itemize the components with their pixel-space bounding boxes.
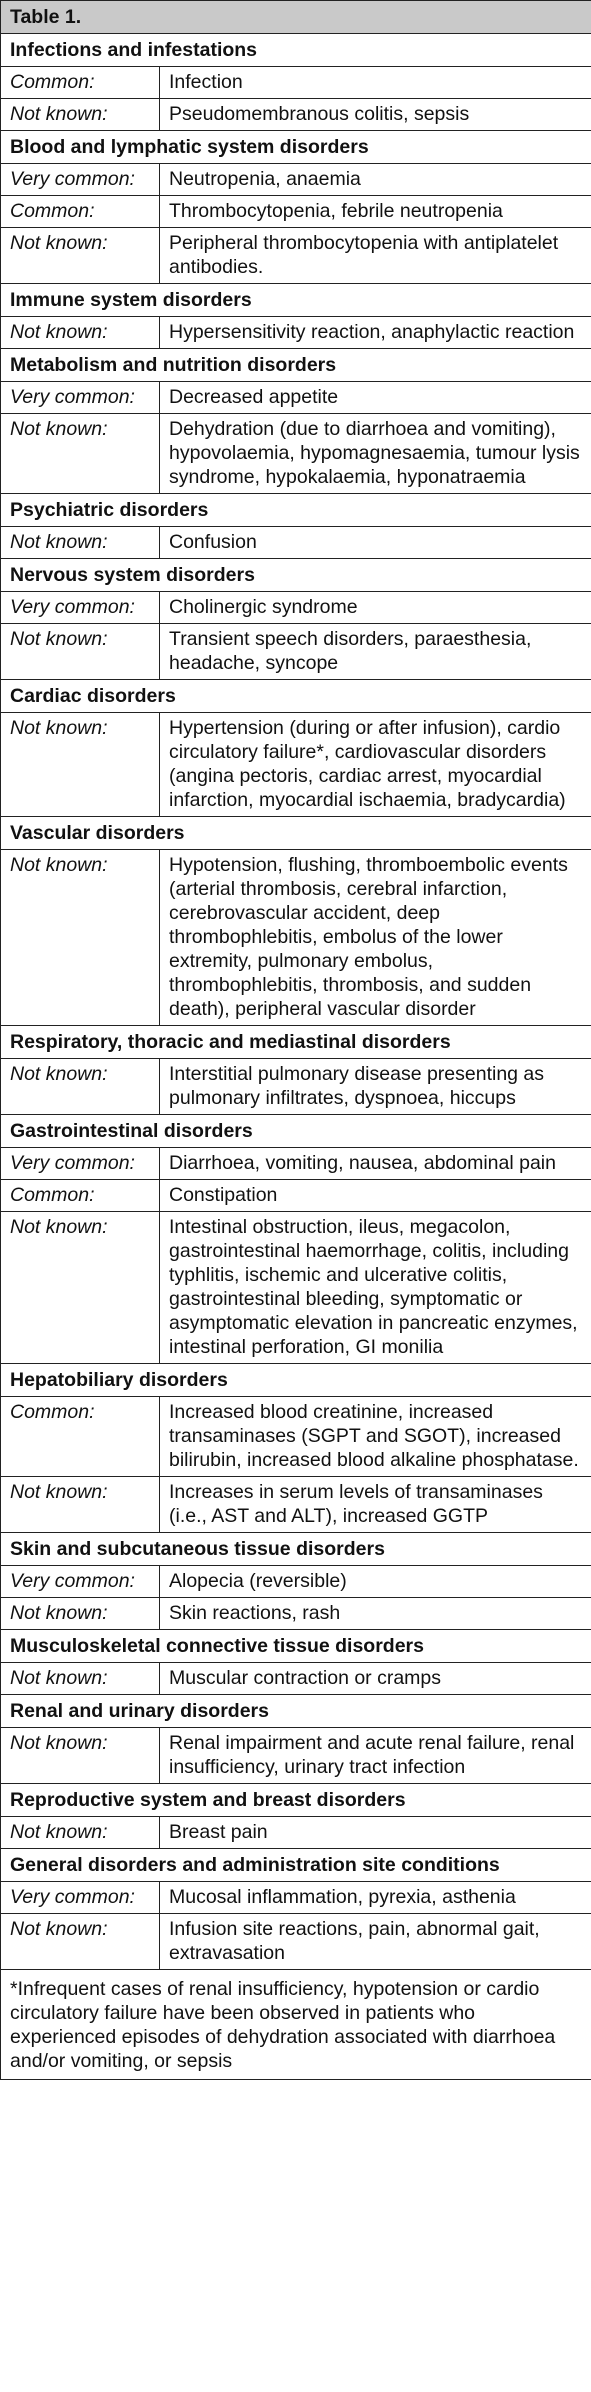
- table-row: [1, 1397, 591, 1477]
- frequency-cell: Very common:: [1, 1882, 160, 1914]
- adverse-effect-cell: Neutropenia, anaemia: [160, 164, 591, 196]
- adverse-effect-cell: Interstitial pulmonary disease presenting as pulmonary infiltrates, dyspnoea, hiccups: [160, 1059, 591, 1115]
- frequency-cell: Not known:: [1, 1817, 160, 1849]
- table-row: [1, 1882, 591, 1914]
- adverse-effect-cell: Dehydration (due to diarrhoea and vomiting), hypovolaemia, hypomagnesaemia, tumour lysis syndrome, hypokalaemia, hyponatraemia: [160, 414, 591, 494]
- adverse-effect-cell: Infection: [160, 67, 591, 99]
- section-title: Immune system disorders: [1, 284, 591, 317]
- section-header-row: [1, 131, 591, 164]
- section-title: Cardiac disorders: [1, 680, 591, 713]
- frequency-cell: Not known:: [1, 624, 160, 680]
- adverse-effect-cell: Peripheral thrombocytopenia with antiplatelet antibodies.: [160, 228, 591, 284]
- adverse-effect-cell: Alopecia (reversible): [160, 1566, 591, 1598]
- frequency-cell: Not known:: [1, 1663, 160, 1695]
- section-header-row: [1, 1630, 591, 1663]
- table-row: [1, 1914, 591, 1970]
- section-title: Gastrointestinal disorders: [1, 1115, 591, 1148]
- frequency-cell: Common:: [1, 196, 160, 228]
- section-title: Blood and lymphatic system disorders: [1, 131, 591, 164]
- section-title: Infections and infestations: [1, 34, 591, 67]
- table-row: [1, 1598, 591, 1630]
- section-title: Psychiatric disorders: [1, 494, 591, 527]
- adverse-effect-cell: Intestinal obstruction, ileus, megacolon, gastrointestinal haemorrhage, colitis, including typhlitis, ischemic and ulcerative colitis, gastrointestinal bleeding, symptomatic or asymptomatic elevation in pancreatic enzymes, intestinal perforation, GI monilia: [160, 1212, 591, 1364]
- frequency-cell: Very common:: [1, 592, 160, 624]
- frequency-cell: Very common:: [1, 382, 160, 414]
- section-header-row: [1, 1115, 591, 1148]
- adverse-effect-cell: Constipation: [160, 1180, 591, 1212]
- adverse-effect-cell: Hypersensitivity reaction, anaphylactic reaction: [160, 317, 591, 349]
- section-header-row: [1, 680, 591, 713]
- table-row: [1, 196, 591, 228]
- frequency-cell: Not known:: [1, 1477, 160, 1533]
- table-row: [1, 850, 591, 1026]
- table-row: [1, 527, 591, 559]
- section-title: Reproductive system and breast disorders: [1, 1784, 591, 1817]
- section-header-row: [1, 1695, 591, 1728]
- adverse-effect-cell: Mucosal inflammation, pyrexia, asthenia: [160, 1882, 591, 1914]
- section-title: Respiratory, thoracic and mediastinal disorders: [1, 1026, 591, 1059]
- frequency-cell: Not known:: [1, 527, 160, 559]
- table-row: [1, 1148, 591, 1180]
- frequency-cell: Very common:: [1, 1148, 160, 1180]
- table-row: [1, 414, 591, 494]
- section-header-row: [1, 349, 591, 382]
- table-row: [1, 713, 591, 817]
- frequency-cell: Not known:: [1, 1059, 160, 1115]
- adverse-effect-cell: Hypotension, flushing, thromboembolic events (arterial thrombosis, cerebral infarction, cerebrovascular accident, deep thrombophlebitis, embolus of the lower extremity, pulmonary embolus, thrombophlebitis, thrombosis, and sudden death), peripheral vascular disorder: [160, 850, 591, 1026]
- table-row: [1, 164, 591, 196]
- frequency-cell: Not known:: [1, 713, 160, 817]
- section-header-row: [1, 1533, 591, 1566]
- table-row: [1, 1212, 591, 1364]
- frequency-cell: Not known:: [1, 228, 160, 284]
- adverse-effect-cell: Pseudomembranous colitis, sepsis: [160, 99, 591, 131]
- adverse-effect-cell: Decreased appetite: [160, 382, 591, 414]
- adverse-effect-cell: Skin reactions, rash: [160, 1598, 591, 1630]
- section-title: Nervous system disorders: [1, 559, 591, 592]
- frequency-cell: Not known:: [1, 317, 160, 349]
- adverse-effect-cell: Confusion: [160, 527, 591, 559]
- section-title: Metabolism and nutrition disorders: [1, 349, 591, 382]
- section-title: Musculoskeletal connective tissue disorders: [1, 1630, 591, 1663]
- table-row: [1, 317, 591, 349]
- footnote-row: [1, 1970, 591, 2080]
- section-header-row: [1, 817, 591, 850]
- table-row: [1, 382, 591, 414]
- section-header-row: [1, 1026, 591, 1059]
- table-title-row: [1, 1, 591, 34]
- section-title: Skin and subcutaneous tissue disorders: [1, 1533, 591, 1566]
- footnote: *Infrequent cases of renal insufficiency, hypotension or cardio circulatory failure have been observed in patients who experienced episodes of dehydration associated with diarrhoea and/or vomiting, or sepsis: [1, 1970, 591, 2080]
- adverse-effect-cell: Thrombocytopenia, febrile neutropenia: [160, 196, 591, 228]
- table-row: [1, 228, 591, 284]
- frequency-cell: Not known:: [1, 1212, 160, 1364]
- section-title: Renal and urinary disorders: [1, 1695, 591, 1728]
- table-row: [1, 1566, 591, 1598]
- adverse-effect-cell: Diarrhoea, vomiting, nausea, abdominal pain: [160, 1148, 591, 1180]
- adverse-effect-cell: Muscular contraction or cramps: [160, 1663, 591, 1695]
- frequency-cell: Not known:: [1, 414, 160, 494]
- frequency-cell: Not known:: [1, 1598, 160, 1630]
- section-header-row: [1, 1849, 591, 1882]
- section-header-row: [1, 284, 591, 317]
- table-row: [1, 67, 591, 99]
- table-row: [1, 1059, 591, 1115]
- table-row: [1, 1477, 591, 1533]
- section-title: General disorders and administration site conditions: [1, 1849, 591, 1882]
- frequency-cell: Common:: [1, 1397, 160, 1477]
- section-header-row: [1, 559, 591, 592]
- table-body: [1, 1, 591, 2080]
- section-header-row: [1, 1784, 591, 1817]
- table-row: [1, 1663, 591, 1695]
- frequency-cell: Common:: [1, 67, 160, 99]
- table-row: [1, 99, 591, 131]
- frequency-cell: Very common:: [1, 1566, 160, 1598]
- adverse-effect-cell: Infusion site reactions, pain, abnormal gait, extravasation: [160, 1914, 591, 1970]
- section-header-row: [1, 494, 591, 527]
- adverse-effect-cell: Increases in serum levels of transaminases (i.e., AST and ALT), increased GGTP: [160, 1477, 591, 1533]
- frequency-cell: Not known:: [1, 1914, 160, 1970]
- section-title: Hepatobiliary disorders: [1, 1364, 591, 1397]
- adverse-effect-cell: Renal impairment and acute renal failure, renal insufficiency, urinary tract infection: [160, 1728, 591, 1784]
- frequency-cell: Not known:: [1, 99, 160, 131]
- adverse-effect-cell: Increased blood creatinine, increased transaminases (SGPT and SGOT), increased bilirubin, increased blood alkaline phosphatase.: [160, 1397, 591, 1477]
- adverse-effect-cell: Hypertension (during or after infusion), cardio circulatory failure*, cardiovascular disorders (angina pectoris, cardiac arrest, myocardial infarction, myocardial ischaemia, bradycardia): [160, 713, 591, 817]
- adverse-effect-cell: Transient speech disorders, paraesthesia, headache, syncope: [160, 624, 591, 680]
- adverse-effect-cell: Breast pain: [160, 1817, 591, 1849]
- frequency-cell: Very common:: [1, 164, 160, 196]
- frequency-cell: Not known:: [1, 1728, 160, 1784]
- table-row: [1, 624, 591, 680]
- table-row: [1, 1180, 591, 1212]
- section-header-row: [1, 34, 591, 67]
- section-header-row: [1, 1364, 591, 1397]
- frequency-cell: Not known:: [1, 850, 160, 1026]
- table-row: [1, 1817, 591, 1849]
- table-row: [1, 592, 591, 624]
- table-title: Table 1.: [1, 1, 591, 34]
- frequency-cell: Common:: [1, 1180, 160, 1212]
- adverse-effect-cell: Cholinergic syndrome: [160, 592, 591, 624]
- table-row: [1, 1728, 591, 1784]
- section-title: Vascular disorders: [1, 817, 591, 850]
